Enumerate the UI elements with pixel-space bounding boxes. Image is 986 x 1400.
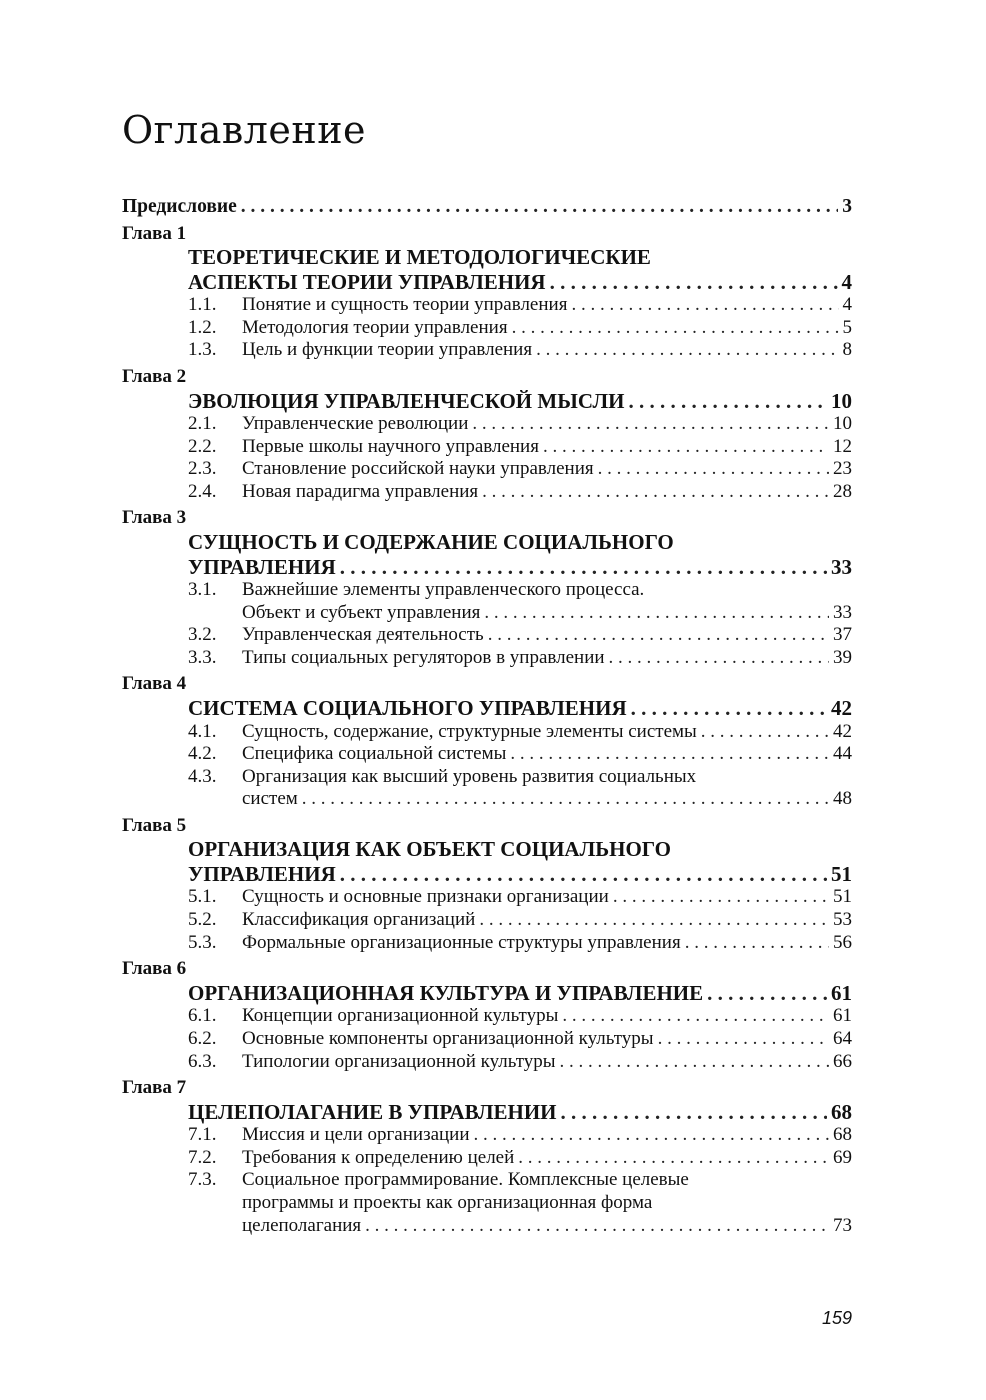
toc-page-number: 33 [831, 554, 852, 579]
toc-page-number: 42 [831, 696, 852, 720]
dot-leader [488, 624, 829, 647]
toc-page-number: 42 [833, 720, 852, 742]
chapter-title-text: ОРГАНИЗАЦИОННАЯ КУЛЬТУРА И УПРАВЛЕНИЕ [188, 980, 704, 1005]
toc-section-entry[interactable] [122, 624, 852, 647]
section-title-text: Типологии организационной культуры [242, 1050, 556, 1072]
section-number: 5.2. [188, 909, 217, 931]
dot-leader [474, 1124, 829, 1147]
dot-leader [560, 1051, 829, 1074]
dot-leader [628, 389, 827, 414]
section-title-text: Специфика социальной системы [242, 743, 507, 765]
section-title-text: Становление российской науки управления [242, 458, 594, 480]
toc-page-number: 44 [833, 743, 852, 765]
page-number: 159 [821, 1308, 852, 1328]
section-title-text: Сущность и основные признаки организации [242, 886, 609, 908]
section-number: 6.3. [188, 1050, 217, 1072]
dot-leader [707, 981, 827, 1006]
toc-page-number: 4 [842, 294, 852, 316]
chapter-title[interactable] [122, 981, 852, 1006]
section-title-text: Управленческая деятельность [242, 624, 484, 646]
toc-section-entry[interactable] [122, 647, 852, 670]
section-number: 3.3. [188, 646, 217, 668]
dot-leader [365, 1215, 829, 1238]
section-number: 2.2. [188, 435, 217, 457]
toc-section-entry[interactable] [122, 413, 852, 436]
toc-section-entry[interactable] [122, 1147, 852, 1170]
chapter-label [122, 366, 852, 389]
dot-leader [302, 788, 829, 811]
toc-page-number: 53 [833, 909, 852, 931]
dot-leader [472, 413, 829, 436]
section-number: 4.1. [188, 720, 217, 742]
section-number: 5.3. [188, 931, 217, 953]
dot-leader [550, 270, 838, 295]
section-title-text: Классификация организаций [242, 909, 476, 931]
toc-page-number: 48 [833, 788, 852, 810]
section-title-text: Важнейшие элементы управленческого процесса. [242, 579, 645, 601]
toc-entry-preface[interactable] [122, 196, 852, 219]
toc-page-number: 37 [833, 624, 852, 646]
toc-page-number: 39 [833, 646, 852, 668]
toc-section-entry[interactable] [122, 1051, 852, 1074]
section-number: 1.1. [188, 294, 217, 316]
dot-leader [543, 436, 829, 459]
dot-leader [340, 555, 827, 580]
toc-page-number: 64 [833, 1027, 852, 1049]
section-title-text: Миссия и цели организации [242, 1124, 470, 1146]
section-title-text: Формальные организационные структуры управления [242, 931, 681, 953]
chapter-title[interactable] [122, 530, 852, 555]
section-number: 2.1. [188, 413, 217, 435]
section-title-text: Концепции организационной культуры [242, 1005, 559, 1027]
dot-leader [512, 317, 839, 340]
chapter-number: Глава 4 [122, 673, 187, 695]
chapter-label [122, 673, 852, 696]
toc-page-number: 8 [842, 339, 852, 361]
toc-section-entry[interactable] [122, 481, 852, 504]
section-title-text: Основные компоненты организационной культуры [242, 1027, 654, 1049]
chapter-title[interactable] [122, 837, 852, 862]
dot-leader [571, 294, 838, 317]
section-title-text: Требования к определению целей [242, 1146, 515, 1168]
toc-page-number: 4 [841, 269, 852, 294]
dot-leader [479, 909, 829, 932]
section-number: 6.1. [188, 1005, 217, 1027]
chapter-number: Глава 5 [122, 814, 187, 836]
chapter-title-text: АСПЕКТЫ ТЕОРИИ УПРАВЛЕНИЯ [188, 269, 546, 294]
toc-page-number: 33 [833, 601, 852, 623]
section-number: 1.3. [188, 339, 217, 361]
toc-page-number: 61 [833, 1005, 852, 1027]
section-number: 4.2. [188, 743, 217, 765]
toc-page-number: 51 [831, 861, 852, 886]
chapter-title-continued[interactable] [122, 270, 852, 295]
toc-section-entry[interactable] [122, 886, 852, 909]
toc-page-number: 51 [833, 886, 852, 908]
section-title-text: Социальное программирование. Комплексные целевые [242, 1169, 689, 1191]
dot-leader [561, 1100, 828, 1125]
chapter-title-text: ТЕОРЕТИЧЕСКИЕ И МЕТОДОЛОГИЧЕСКИЕ [188, 245, 651, 270]
chapter-title-text: УПРАВЛЕНИЯ [188, 554, 336, 579]
chapter-number: Глава 6 [122, 958, 187, 980]
dot-leader [241, 196, 838, 219]
chapter-label [122, 815, 852, 838]
toc-section-entry[interactable] [122, 579, 852, 602]
toc-section-continued[interactable] [122, 1192, 852, 1215]
section-title-text: Первые школы научного управления [242, 435, 539, 457]
toc-page-number: 68 [833, 1124, 852, 1146]
toc-page-number: 10 [831, 388, 852, 413]
chapter-title[interactable] [122, 1100, 852, 1125]
toc-page-number: 61 [831, 980, 852, 1005]
dot-leader [631, 696, 827, 721]
toc-page-number: 69 [833, 1146, 852, 1168]
chapter-label [122, 958, 852, 981]
toc-page-number: 23 [833, 458, 852, 480]
section-title-text: целеполагания [242, 1214, 362, 1236]
chapter-label [122, 1077, 852, 1100]
section-number: 7.3. [188, 1169, 217, 1191]
chapter-title[interactable] [122, 389, 852, 414]
section-number: 2.3. [188, 458, 217, 480]
section-title-text: Методология теории управления [242, 316, 508, 338]
section-number: 1.2. [188, 316, 217, 338]
toc-section-entry[interactable] [122, 436, 852, 459]
toc-entry-label: Предисловие [122, 196, 237, 217]
toc-section-entry[interactable] [122, 932, 852, 955]
dot-leader [658, 1028, 829, 1051]
toc-page-number: 12 [833, 435, 852, 457]
section-title-text: Сущность, содержание, структурные элементы системы [242, 720, 697, 742]
section-title-text: Типы социальных регуляторов в управлении [242, 646, 605, 668]
toc-page-number: 10 [833, 413, 852, 435]
table-of-contents [122, 196, 852, 1237]
chapter-number: Глава 1 [122, 222, 187, 244]
chapter-title-text: СИСТЕМА СОЦИАЛЬНОГО УПРАВЛЕНИЯ [188, 696, 627, 720]
dot-leader [518, 1147, 829, 1170]
dot-leader [701, 721, 829, 744]
chapter-title-text: УПРАВЛЕНИЯ [188, 861, 336, 886]
section-title-text: Новая парадигма управления [242, 480, 479, 502]
dot-leader [613, 886, 829, 909]
dot-leader [598, 458, 829, 481]
chapter-number: Глава 3 [122, 507, 187, 529]
toc-section-entry[interactable] [122, 909, 852, 932]
section-number: 6.2. [188, 1027, 217, 1049]
dot-leader [482, 481, 829, 504]
chapter-title-text: ОРГАНИЗАЦИЯ КАК ОБЪЕКТ СОЦИАЛЬНОГО [188, 837, 671, 862]
section-number: 3.1. [188, 579, 217, 601]
section-title-text: Цель и функции теории управления [242, 339, 533, 361]
chapter-title-text: ЭВОЛЮЦИЯ УПРАВЛЕНЧЕСКОЙ МЫСЛИ [188, 388, 625, 413]
section-number: 7.2. [188, 1146, 217, 1168]
toc-section-continued[interactable] [122, 788, 852, 811]
dot-leader [340, 862, 827, 887]
toc-section-entry[interactable] [122, 294, 852, 317]
toc-section-continued[interactable] [122, 1215, 852, 1238]
section-title-text: Организация как высший уровень развития социальных [242, 765, 697, 787]
dot-leader [685, 932, 829, 955]
chapter-number: Глава 2 [122, 365, 187, 387]
chapter-title-text: СУЩНОСТЬ И СОДЕРЖАНИЕ СОЦИАЛЬНОГО [188, 530, 674, 555]
section-title-text: программы и проекты как организационная форма [242, 1192, 653, 1213]
dot-leader [536, 339, 838, 362]
toc-section-entry[interactable] [122, 339, 852, 362]
dot-leader [510, 743, 829, 766]
toc-section-entry[interactable] [122, 1169, 852, 1192]
chapter-title-continued[interactable] [122, 862, 852, 887]
chapter-label [122, 223, 852, 246]
section-title-text: Объект и субъект управления [242, 601, 481, 623]
toc-page-number: 56 [833, 931, 852, 953]
toc-section-entry[interactable] [122, 1124, 852, 1147]
toc-section-entry[interactable] [122, 317, 852, 340]
toc-section-entry[interactable] [122, 1028, 852, 1051]
dot-leader [609, 647, 829, 670]
toc-page-number: 28 [833, 480, 852, 502]
section-number: 5.1. [188, 886, 217, 908]
toc-section-entry[interactable] [122, 458, 852, 481]
toc-section-continued[interactable] [122, 602, 852, 625]
section-number: 7.1. [188, 1124, 217, 1146]
chapter-title-text: ЦЕЛЕПОЛАГАНИЕ В УПРАВЛЕНИИ [188, 1099, 557, 1124]
chapter-title-continued[interactable] [122, 555, 852, 580]
dot-leader [562, 1005, 829, 1028]
section-title-text: Понятие и сущность теории управления [242, 294, 568, 316]
toc-page-number: 3 [842, 196, 852, 217]
toc-section-entry[interactable] [122, 1005, 852, 1028]
section-title-text: Управленческие революции [242, 413, 469, 435]
toc-section-entry[interactable] [122, 766, 852, 789]
chapter-label [122, 507, 852, 530]
toc-page-number: 5 [842, 316, 852, 338]
toc-page-number: 66 [833, 1050, 852, 1072]
toc-page-number: 68 [831, 1099, 852, 1124]
toc-section-entry[interactable] [122, 721, 852, 744]
section-number: 4.3. [188, 765, 217, 787]
toc-page-number: 73 [833, 1214, 852, 1236]
dot-leader [484, 602, 829, 625]
section-number: 3.2. [188, 624, 217, 646]
page-title: Оглавление [122, 108, 367, 152]
toc-section-entry[interactable] [122, 743, 852, 766]
chapter-title[interactable] [122, 245, 852, 270]
chapter-title[interactable] [122, 696, 852, 721]
section-number: 2.4. [188, 480, 217, 502]
chapter-number: Глава 7 [122, 1077, 187, 1099]
section-title-text: систем [242, 788, 298, 810]
